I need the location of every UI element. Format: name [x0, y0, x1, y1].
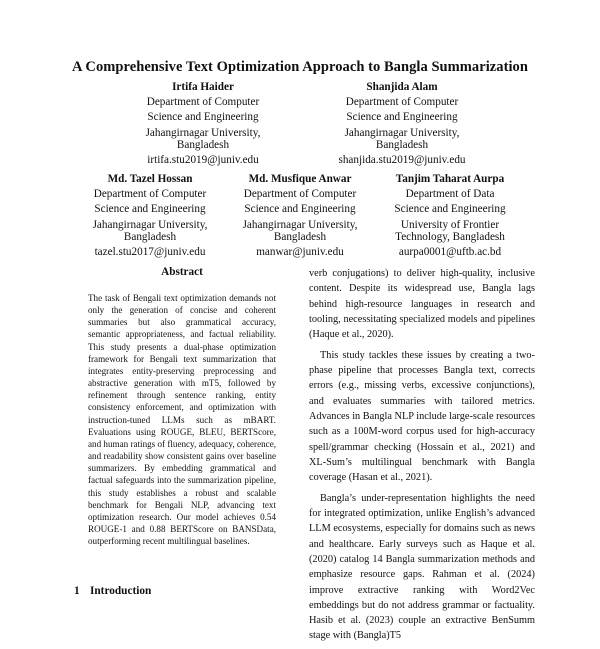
- author-email: aurpa0001@uftb.ac.bd: [398, 246, 502, 259]
- author-name: Irtifa Haider: [172, 81, 234, 93]
- author-name: Md. Tazel Hossan: [107, 173, 193, 185]
- author-dept: Department of Computer: [146, 96, 260, 109]
- right-column: [309, 266, 535, 649]
- author-affiliation: Bangladesh: [375, 138, 429, 151]
- author-block: [78, 172, 222, 260]
- author-affiliation: Bangladesh: [176, 138, 230, 151]
- author-email: tazel.stu2017@juniv.edu: [94, 246, 206, 259]
- author-block: [117, 80, 289, 168]
- author-dept: Science and Engineering: [147, 111, 259, 124]
- author-dept: Department of Data: [405, 188, 495, 201]
- section-number: 1: [74, 585, 80, 597]
- paper-title: A Comprehensive Text Optimization Approach to Bangla Summarization: [72, 59, 528, 75]
- author-name: Md. Musfique Anwar: [248, 173, 352, 185]
- author-dept: Science and Engineering: [94, 203, 206, 216]
- author-dept: Science and Engineering: [244, 203, 356, 216]
- author-block: [315, 80, 489, 168]
- author-dept: Department of Computer: [243, 188, 357, 201]
- author-block: [377, 172, 523, 260]
- author-email: shanjida.stu2019@juniv.edu: [338, 154, 466, 167]
- author-block: [228, 172, 372, 260]
- author-affiliation: Technology, Bangladesh: [395, 230, 505, 243]
- abstract-heading: Abstract: [161, 266, 203, 278]
- body-paragraph: verb conjugations) to deliver high-quality, inclusive content. Despite its widespread use, Bangla lags behind high-resource languages in research and tooling, necessitating specialized models and pipelines (Haque et al., 2020).: [309, 268, 535, 341]
- author-dept: Department of Computer: [93, 188, 207, 201]
- author-name: Shanjida Alam: [366, 81, 438, 93]
- author-affiliation: University of Frontier: [400, 218, 500, 231]
- abstract-paragraph: The task of Bengali text optimization demands not only the generation of concise and coherent summaries but also grammatical accuracy, semantic appropriateness, and factual reliability. This study presents a dual-phase optimization framework for Bengali text summarization that integrates entity-preserving preprocessing and abstractive generation with mT5, followed by refinement through sentence ranking, entity consistency enforcement, and optimization with instruction-tuned LLMs such as mBART. Evaluations using ROUGE, BLEU, BERTScore, and human ratings of fluency, adequacy, coherence, and readability show consistent gains over baseline summarizers. By embedding grammatical and factual safeguards into the summarization pipeline, this study establishes a robust and scalable benchmark for Bengali NLP, advancing text optimization research. Our model achieves 0.54 ROUGE-1 and 0.88 BERTScore on BANSData, outperforming recent multilingual baselines.: [88, 293, 276, 547]
- author-email: manwar@juniv.edu: [256, 246, 344, 259]
- body-paragraph: Bangla’s under-representation highlights the need for integrated optimization, unlike English’s advanced LLM ecosystems, especially for domains such as news and healthcare. Early surveys such as Haque et al. (2020) catalog 14 Bangla summarization methods and emphasize resource gaps. Rahman et al. (2024) improve extractive ranking with Word2Vec embeddings but do not address grammar or factuality. Hasib et al. (2023) couple an extractive BenSumm stage with (Bangla)T5: [309, 492, 535, 642]
- author-affiliation: Bangladesh: [273, 230, 327, 243]
- author-dept: Department of Computer: [345, 96, 459, 109]
- body-paragraph: This study tackles these issues by creating a two-phase pipeline that processes Bangla text, corrects errors (e.g., missing verbs, excessive conjunctions), and evaluates summaries with tailored metrics. Advances in Bangla NLP include large-scale resources such as a 100M-word corpus used for high-accuracy spell/grammar checking (Hossain et al., 2021) and XL-Sum’s multilingual benchmark with Bangla coverage (Hasan et al., 2021).: [309, 349, 535, 484]
- section-title: Introduction: [90, 585, 152, 597]
- author-affiliation: Jahangirnagar University,: [344, 126, 460, 139]
- author-email: irtifa.stu2019@juniv.edu: [147, 154, 259, 167]
- author-dept: Science and Engineering: [394, 203, 506, 216]
- section-heading: [74, 585, 151, 597]
- author-name: Tanjim Taharat Aurpa: [395, 173, 505, 185]
- author-affiliation: Jahangirnagar University,: [92, 218, 208, 231]
- author-affiliation: Bangladesh: [123, 230, 177, 243]
- author-dept: Science and Engineering: [346, 111, 458, 124]
- author-affiliation: Jahangirnagar University,: [242, 218, 358, 231]
- abstract-body: [88, 292, 276, 547]
- author-affiliation: Jahangirnagar University,: [145, 126, 261, 139]
